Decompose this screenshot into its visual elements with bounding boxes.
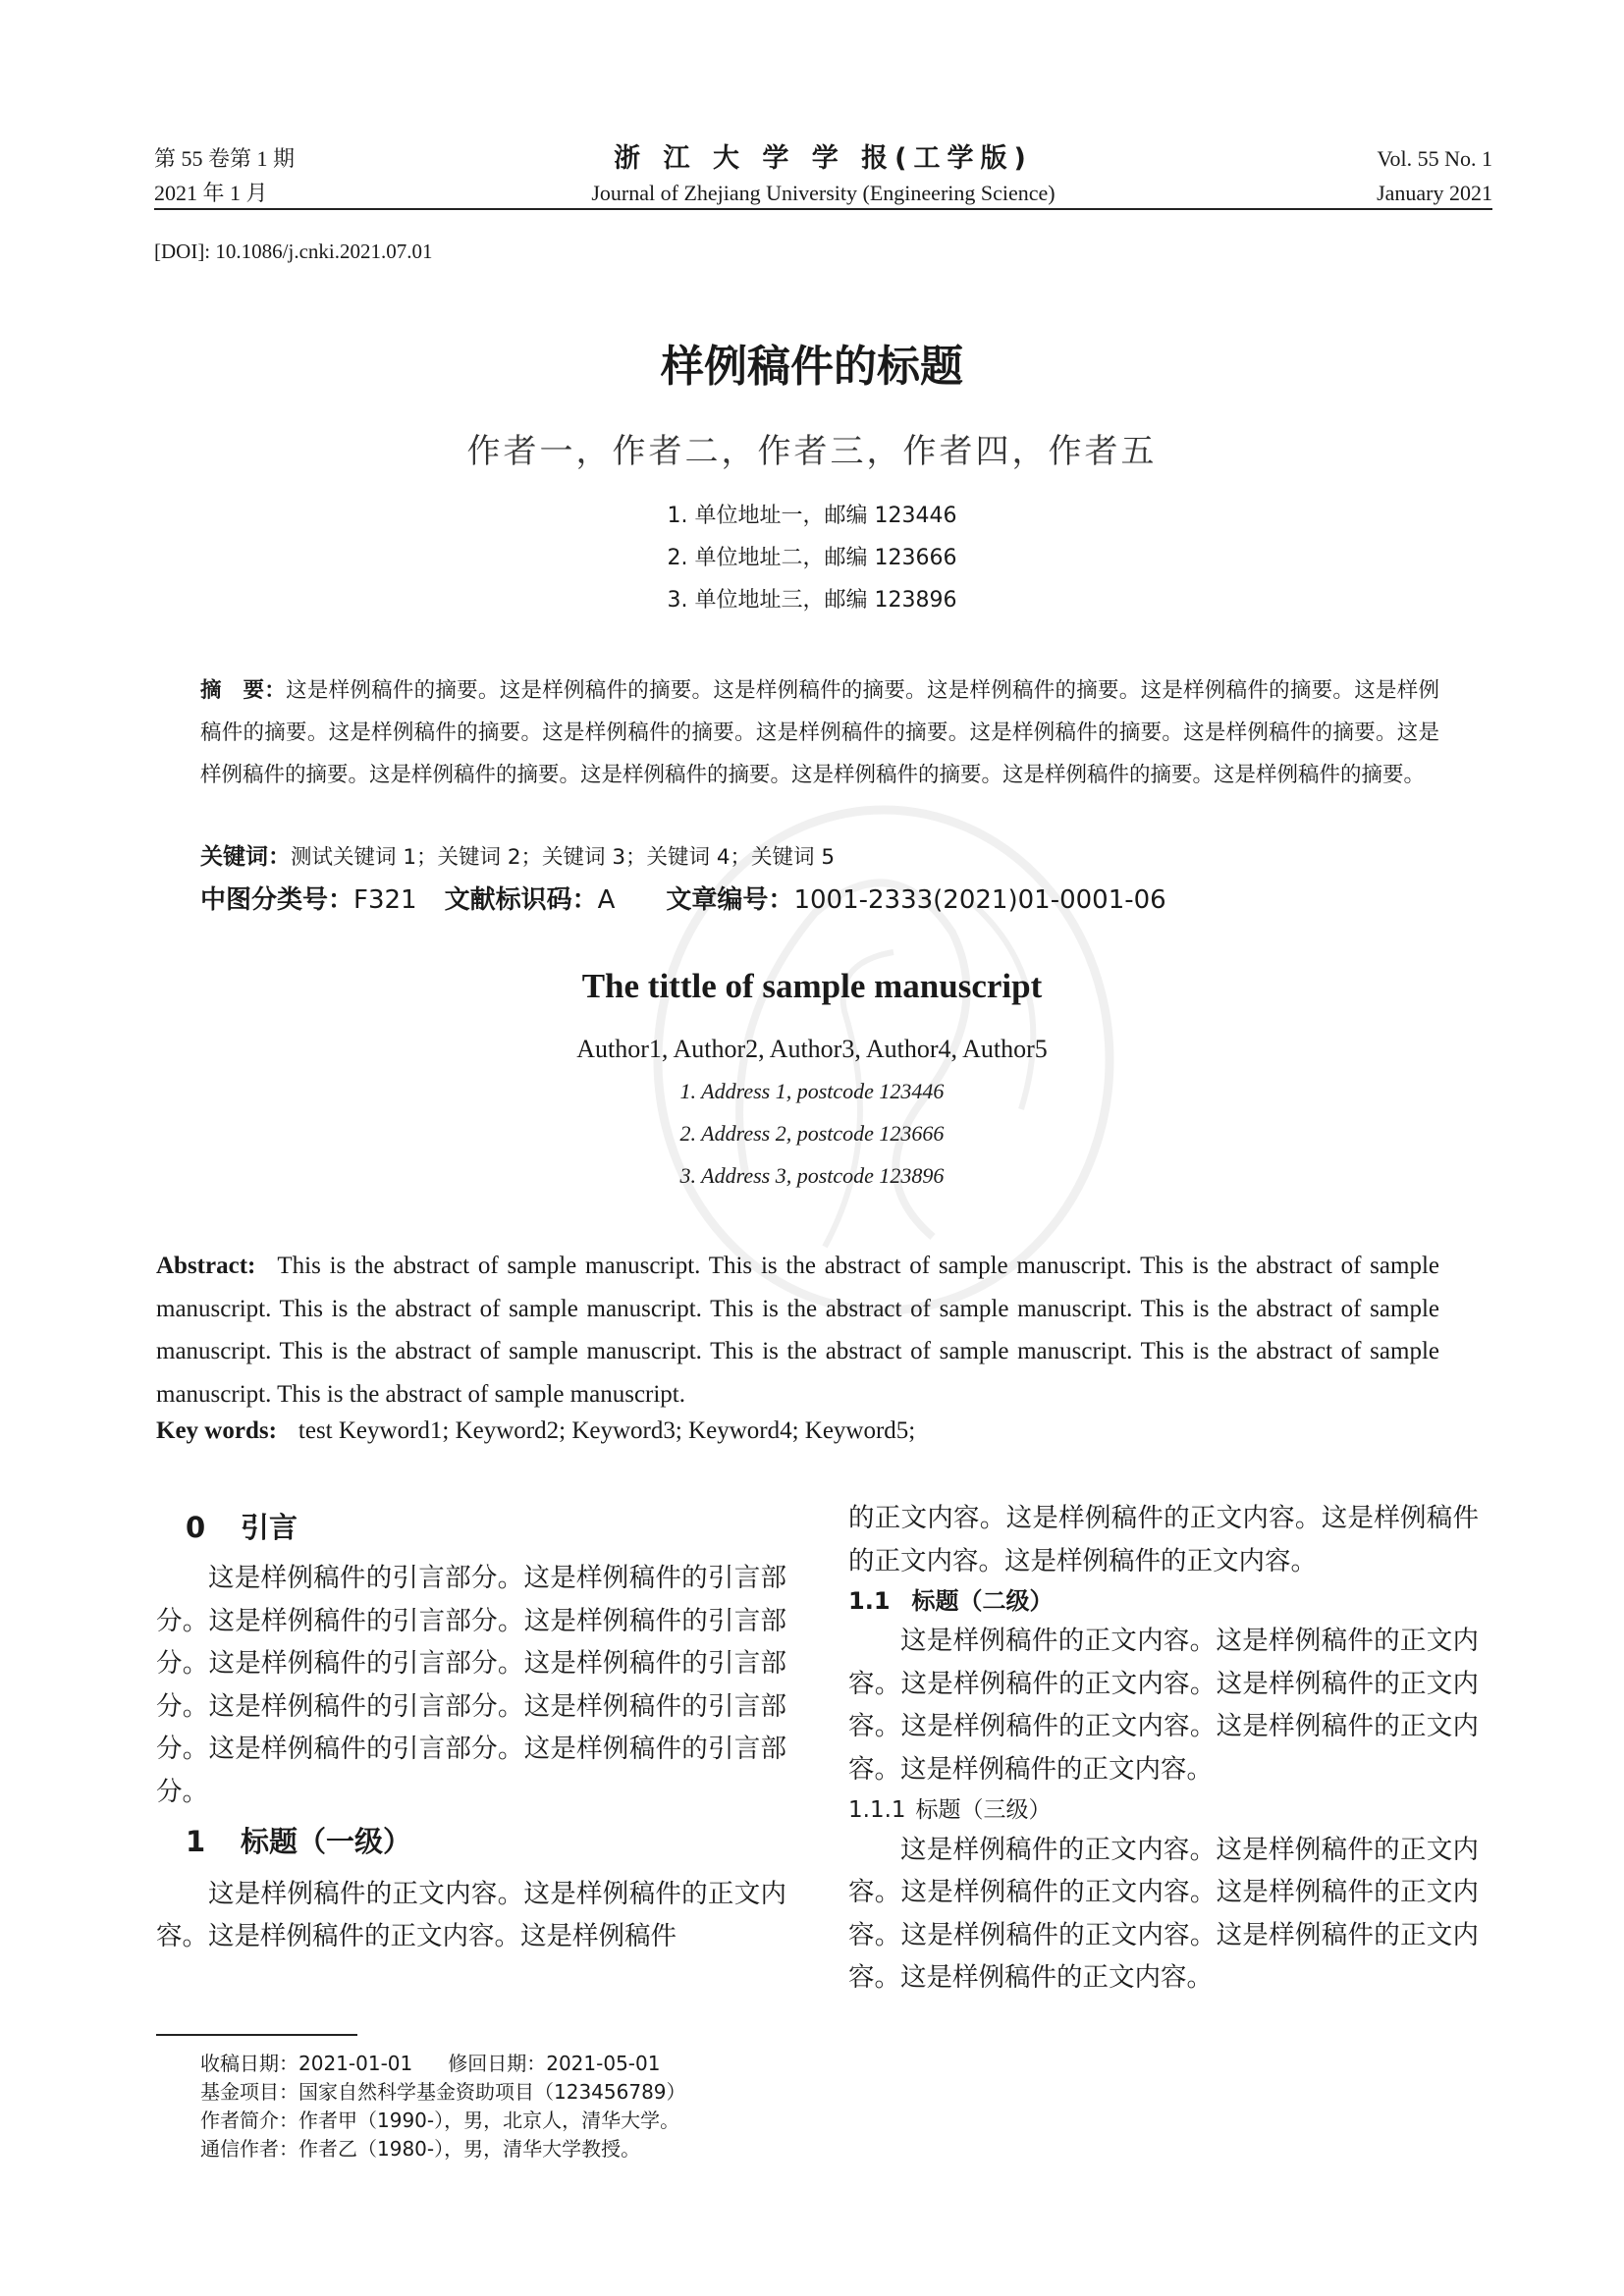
date-cn: 2021 年 1 月 [154,181,268,205]
article-no-value: 1001-2333(2021)01-0001-06 [793,885,1166,915]
paper-title-cn: 样例稿件的标题 [661,342,963,392]
affiliation-cn: 2. 单位地址二，邮编 123666 [667,546,957,570]
body-column-right [848,1497,1479,2000]
issue-info-en [1377,141,1492,210]
date-en: January 2021 [1377,181,1492,205]
journal-name-en: Journal of Zhejiang University (Engineering Science) [591,181,1056,205]
article-no-label: 文章编号： [666,885,794,915]
keywords-cn-text: 测试关键词 1；关键词 2；关键词 3；关键词 4；关键词 5 [291,845,836,870]
section-heading: 0 引言 [186,1511,298,1544]
keywords-en-text: test Keyword1; Keyword2; Keyword3; Keyword4; Keyword5; [298,1417,916,1444]
journal-name-cn: 浙 江 大 学 学 报(工学版) [614,143,1033,174]
volume-issue-en: Vol. 55 No. 1 [1377,146,1492,171]
affiliation-cn: 1. 单位地址一，邮编 123446 [667,504,957,528]
section-paragraph: 这是样例稿件的正文内容。这是样例稿件的正文内容。这是样例稿件的正文内容。这是样例稿件的正文内容。这是样例稿件的正文内容。这是样例稿件的正文内容。这是样例稿件的正文内容。 [848,1834,1479,1994]
paper-title-en: The tittle of sample manuscript [581,967,1043,1005]
abstract-cn-label: 摘 要： [200,678,287,703]
section-paragraph: 这是样例稿件的正文内容。这是样例稿件的正文内容。这是样例稿件的正文内容。这是样例稿件 [156,1878,786,1952]
footnote-fund: 基金项目：国家自然科学基金资助项目（123456789） [200,2080,686,2104]
abstract-en [156,1245,1439,1415]
section-paragraph: 这是样例稿件的引言部分。这是样例稿件的引言部分。这是样例稿件的引言部分。这是样例稿件的引言部分。这是样例稿件的引言部分。这是样例稿件的引言部分。这是样例稿件的引言部分。这是样例稿件的引言部分。这是样例稿件的引言部分。这是样例稿件的引言部分。 [156,1563,786,1807]
body-column-left [156,1508,786,1958]
doc-code-label: 文献标识码： [444,885,598,915]
subsubsection-heading: 1.1.1 标题（三级） [848,1796,1052,1823]
keywords-en-label: Key words: [156,1417,277,1444]
clc-value: F321 [353,885,417,915]
keywords-en [156,1417,915,1445]
keywords-cn-label: 关键词： [200,844,291,870]
classification-line [200,880,1166,916]
doi: [DOI]: 10.1086/j.cnki.2021.07.01 [154,240,433,263]
affiliation-en: 3. Address 3, postcode 123896 [679,1163,945,1188]
authors-en: Author1, Author2, Author3, Author4, Author5 [576,1035,1048,1063]
volume-issue-cn: 第 55 卷第 1 期 [154,146,296,171]
affiliation-en: 1. Address 1, postcode 123446 [679,1079,945,1103]
keywords-cn [200,838,835,871]
abstract-cn-text: 这是样例稿件的摘要。这是样例稿件的摘要。这是样例稿件的摘要。这是样例稿件的摘要。这是样例稿件的摘要。这是样例稿件的摘要。这是样例稿件的摘要。这是样例稿件的摘要。这是样例稿件的摘要。这是样例稿件的摘要。这是样例稿件的摘要。这是样例稿件的摘要。这是样例稿件的摘要。这是样例稿件的摘要。这是样例稿件的摘要。这是样例稿件的摘要。这是样例稿件的摘要。 [200,678,1439,787]
footnote-corresponding: 通信作者：作者乙（1980-），男，清华大学教授。 [200,2137,641,2161]
footnote-divider [156,2034,357,2036]
clc-label: 中图分类号： [200,885,354,915]
affiliation-en: 2. Address 2, postcode 123666 [679,1121,945,1146]
section-paragraph-continued: 的正文内容。这是样例稿件的正文内容。这是样例稿件的正文内容。这是样例稿件的正文内容。 [848,1503,1479,1576]
section-heading: 1 标题（一级） [186,1824,412,1858]
authors-cn: 作者一，作者二，作者三，作者四，作者五 [466,432,1158,471]
footnotes [200,2050,686,2163]
subsection-heading: 1.1 标题（二级） [848,1587,1054,1616]
abstract-en-text: This is the abstract of sample manuscript. This is the abstract of sample manuscript. This is the abstract of sample manuscript. This is the abstract of sample manuscript. This is the abstract of sample manuscript. This is the abstract of sample manuscript. This is the abstract of sample manuscript. This is the abstract of sample manuscript. This is the abstract of sample manuscript. This is the abstract of sample manuscript. [156,1253,1439,1408]
footnote-dates: 收稿日期：2021-01-01 修回日期：2021-05-01 [200,2052,661,2075]
abstract-cn [200,669,1439,796]
affiliation-cn: 3. 单位地址三，邮编 123896 [667,588,957,613]
footnote-author-bio: 作者简介：作者甲（1990-），男，北京人，清华大学。 [200,2109,680,2132]
section-paragraph: 这是样例稿件的正文内容。这是样例稿件的正文内容。这是样例稿件的正文内容。这是样例稿件的正文内容。这是样例稿件的正文内容。这是样例稿件的正文内容。这是样例稿件的正文内容。 [848,1626,1479,1785]
journal-header [154,141,1492,210]
abstract-en-label: Abstract: [156,1253,256,1279]
doc-code-value: A [597,885,616,915]
journal-title-block [154,141,1492,210]
